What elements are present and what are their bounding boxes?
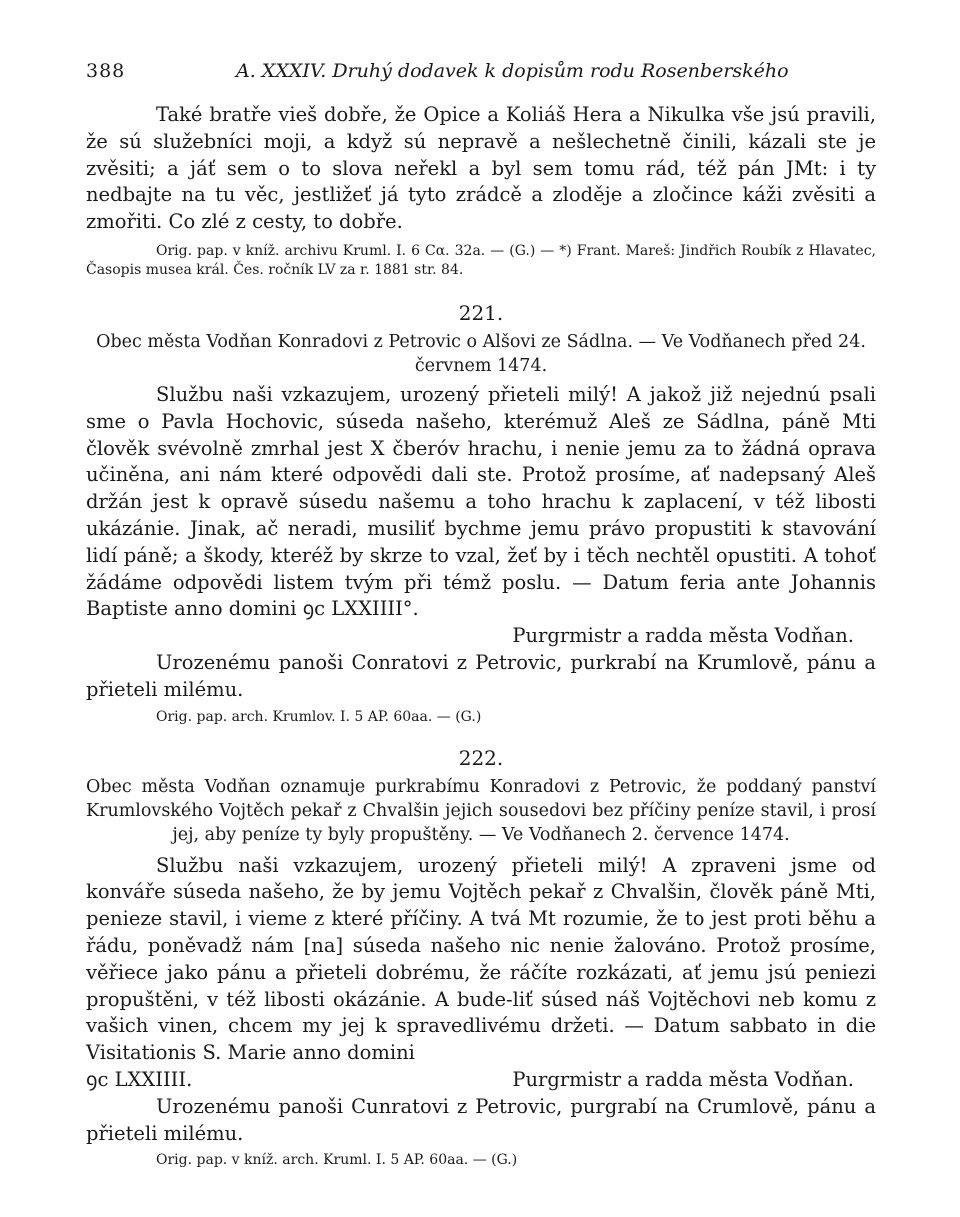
document-page xyxy=(86,60,876,1170)
letter-221-source-note: Orig. pap. arch. Krumlov. I. 5 AP. 60aa. — (G.) xyxy=(156,708,482,725)
letter-221-rubric: Obec města Vodňan Konradovi z Petrovic o Alšovi ze Sádlna. — Ve Vodňanech před 24. červnem 1474. xyxy=(96,331,866,376)
letter-222-closing-row xyxy=(86,1067,876,1094)
letter-222-signature: Purgrmistr a radda města Vodňan. xyxy=(512,1067,854,1091)
letter-221-body: Službu naši vzkazujem, urozený přieteli milý! A jakož již nejednú psali sme o Pavla Hochovic, súseda našeho, kterémuž Aleš ze Sádlna, páně Mti člověk svévolně zmrhal jest X čberóv hrachu, i nenie jemu za to žádná oprava učiněna, ani nám které odpovědi dali ste. Protož prosíme, ať nadepsaný Aleš držán jest k opravě súsedu našemu a toho hrachu k zaplacení, v též libosti ukázánie. Jinak, ač neradi, musiliť bychme jemu právo propustiti k stavování lidí páně; a škody, kteréž by skrze to vzal, žeť by i těch nechtěl opustiti. A tohoť žádáme odpovědi listem tvým při témž poslu. — Datum feria ante Johannis Baptiste anno domini ꝯc LXXIIII°. xyxy=(86,382,876,621)
letter-222-source-note: Orig. pap. v kníž. arch. Kruml. I. 5 AP. 60aa. — (G.) xyxy=(156,1152,518,1169)
carryover-paragraph: Také bratře vieš dobře, že Opice a Koliáš Hera a Nikulka vše jsú pravili, že sú služebníci moji, a když sú nepravě a nešlechetně činili, kázali ste je zvěsiti; a jáť sem o to slova neřekl a byl sem tomu rád, též pán JMt: i ty nedbajte na tu věc, jestližeť já tyto zrádcě a zloděje a zločince káži zvěsiti a zmořiti. Co zlé z cesty, to dobře. xyxy=(86,103,876,234)
carryover-source-note: Orig. pap. v kníž. archivu Kruml. I. 6 Cα. 32a. — (G.) — *) Frant. Mareš: Jindřich Roubík z Hlavatec, Časopis musea král. Čes. ročník LV za r. 1881 str. 84. xyxy=(86,242,876,278)
letter-222-closing-line: ꝯc LXXIIII. xyxy=(86,1067,193,1091)
letter-222-number: 222. xyxy=(458,745,504,770)
letter-221-number: 221. xyxy=(458,300,504,325)
letter-222-rubric: Obec města Vodňan oznamuje purkrabímu Konradovi z Petrovic, že poddaný panství Krumlovského Vojtěch pekař z Chvalšin jejich sousedovi bez příčiny peníze stavil, i prosí jej, aby peníze ty byly propuštěny. — Ve Vodňanech 2. července 1474. xyxy=(86,776,876,845)
letter-222-address: Urozenému panoši Cunratovi z Petrovic, purgrabí na Crumlově, pánu a přieteli milému. xyxy=(86,1094,876,1145)
letter-221-signature: Purgrmistr a radda města Vodňan. xyxy=(512,624,854,648)
letter-221-address: Urozenému panoši Conratovi z Petrovic, purkrabí na Krumlově, pánu a přieteli milému. xyxy=(86,650,876,701)
letter-222-body: Službu naši vzkazujem, urozený přieteli milý! A zpraveni jsme od konváře súseda našeho, že by jemu Vojtěch pekař z Chvalšin, člověk páně Mti, penieze stavil, i vieme z které příčiny. A tvá Mt rozumie, že to jest proti běhu a řádu, poněvadž nám [na] súseda našeho nic nenie žalováno. Protož prosíme, věřiece jako pánu a přieteli dobrému, že ráčíte rozkázati, ať jemu jsú peniezi propuštěni, v též libosti okázánie. A bude-liť súsed náš Vojtěchovi neb komu z vašich vinen, chcem my jej k spravedlivému držeti. — Datum sabbato in die Visitationis S. Marie anno domini xyxy=(86,853,876,1065)
running-header xyxy=(86,60,876,88)
running-title: A. XXXIV. Druhý dodavek k dopisům rodu Rosenberského xyxy=(236,60,789,82)
page-number: 388 xyxy=(86,60,126,82)
